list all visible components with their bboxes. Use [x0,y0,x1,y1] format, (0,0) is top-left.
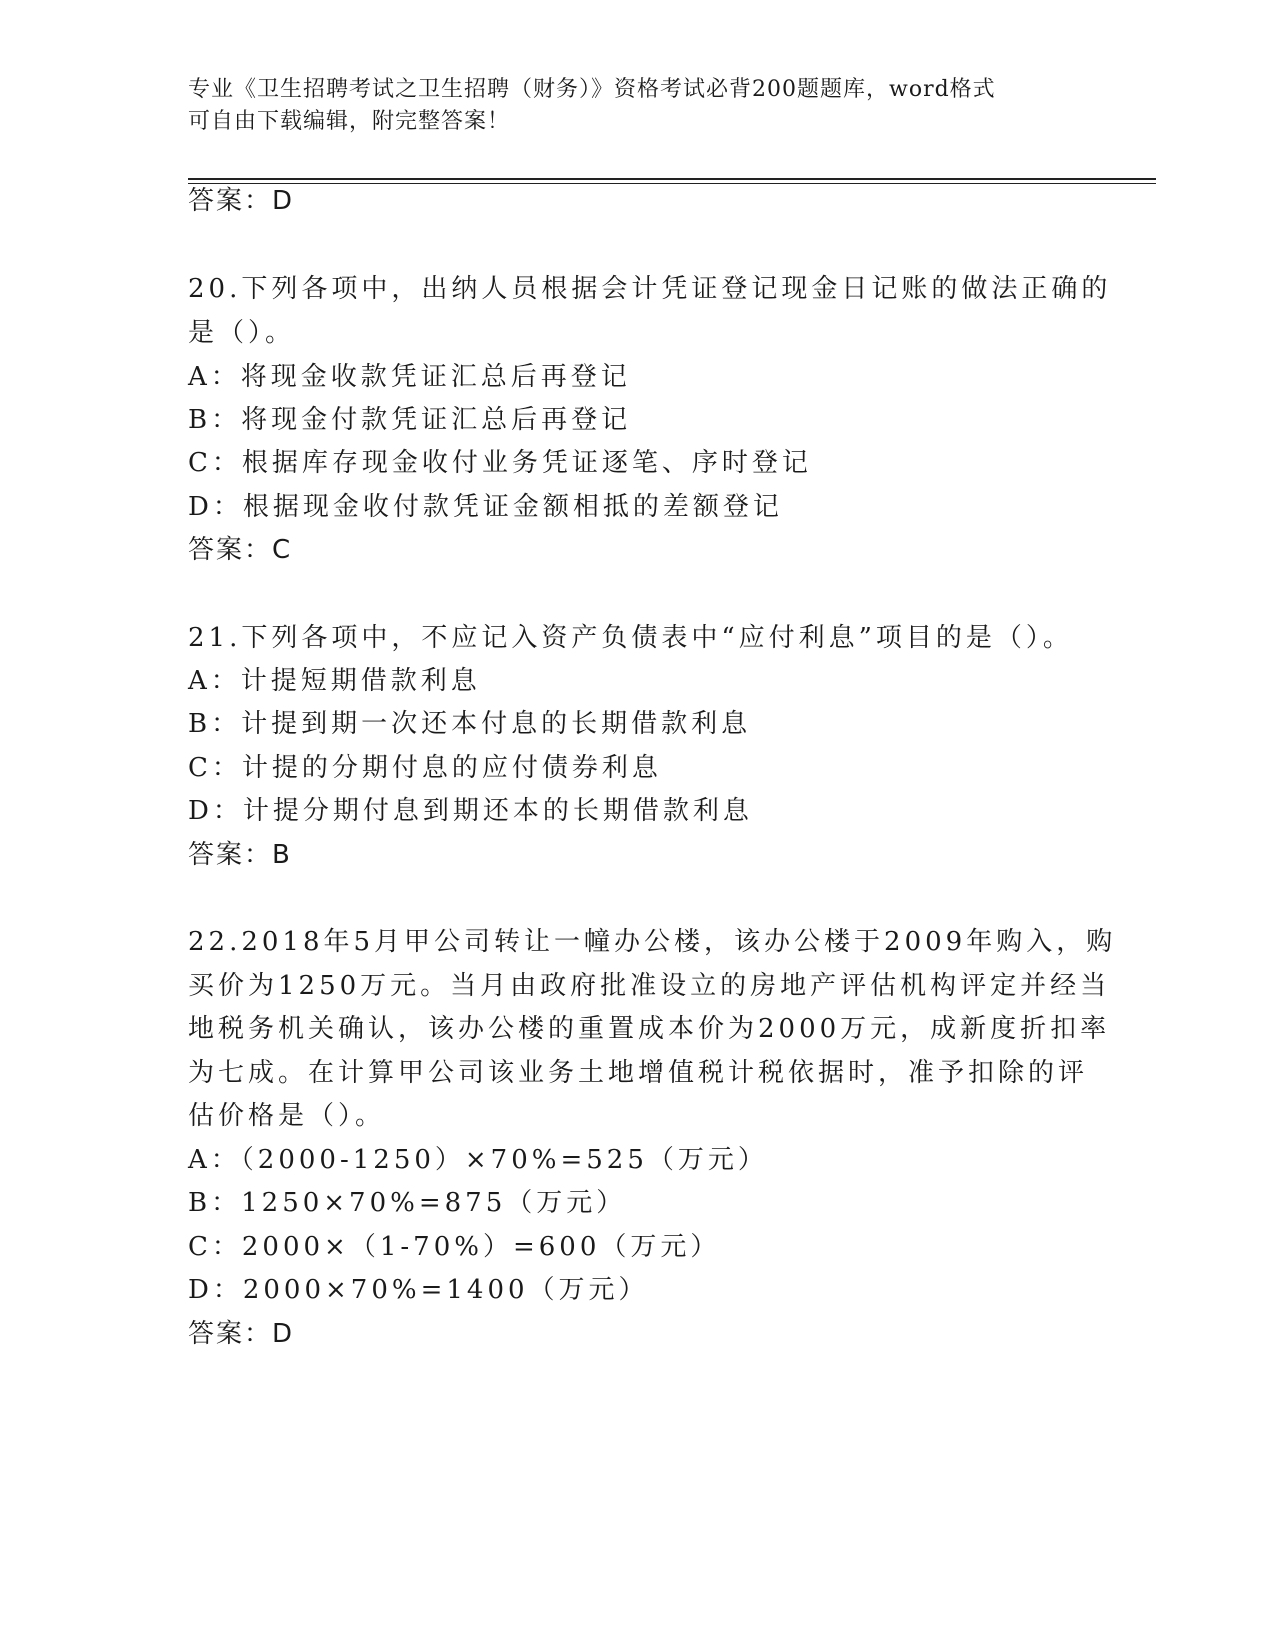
q22-stem-line-3: 地税务机关确认，该办公楼的重置成本价为2000万元，成新度折扣率 [188,1014,1111,1044]
q22-option-c: C：2000×（1-70%）=600（万元） [188,1232,721,1262]
q22-option-a: A：（2000-1250）×70%=525（万元） [188,1145,768,1175]
q20-stem-line-1: 20.下列各项中，出纳人员根据会计凭证登记现金日记账的做法正确的 [188,274,1112,304]
q20-option-b: B：将现金付款凭证汇总后再登记 [188,405,632,435]
header-divider-thick [188,178,1156,180]
q20-option-d: D：根据现金收付款凭证金额相抵的差额登记 [188,492,783,522]
q21-option-b: B：计提到期一次还本付息的长期借款利息 [188,709,752,739]
q22-stem-line-4: 为七成。在计算甲公司该业务土地增值税计税依据时，准予扣除的评 [188,1058,1089,1088]
q22-stem-line-2: 买价为1250万元。当月由政府批准设立的房地产评估机构评定并经当 [188,971,1111,1001]
header-title-line-1: 专业《卫生招聘考试之卫生招聘（财务）》资格考试必背200题题库，word格式 [188,77,996,102]
document-header [188,74,1088,138]
q20-option-a: A：将现金收款凭证汇总后再登记 [188,362,631,392]
q22-answer: 答案：D [188,1319,295,1349]
q22-option-d: D：2000×70%=1400（万元） [188,1275,649,1305]
q21-option-c: C：计提的分期付息的应付债券利息 [188,753,662,783]
q21-answer: 答案：B [188,840,292,870]
header-title-line-2: 可自由下载编辑，附完整答案！ [188,109,511,134]
q22-stem-line-1: 22.2018年5月甲公司转让一幢办公楼，该办公楼于2009年购入，购 [188,927,1117,957]
q21-option-d: D：计提分期付息到期还本的长期借款利息 [188,796,753,826]
q20-option-c: C：根据库存现金收付业务凭证逐笔、序时登记 [188,448,812,478]
q20-stem-line-2: 是（）。 [188,318,296,348]
q21-option-a: A：计提短期借款利息 [188,666,481,696]
q21-stem-line-1: 21.下列各项中，不应记入资产负债表中“应付利息”项目的是（）。 [188,623,1073,653]
q20-answer: 答案：C [188,535,293,565]
q22-stem-line-5: 估价格是（）。 [188,1101,386,1131]
q22-option-b: B：1250×70%=875（万元） [188,1188,627,1218]
previous-answer: 答案：D [188,186,295,216]
